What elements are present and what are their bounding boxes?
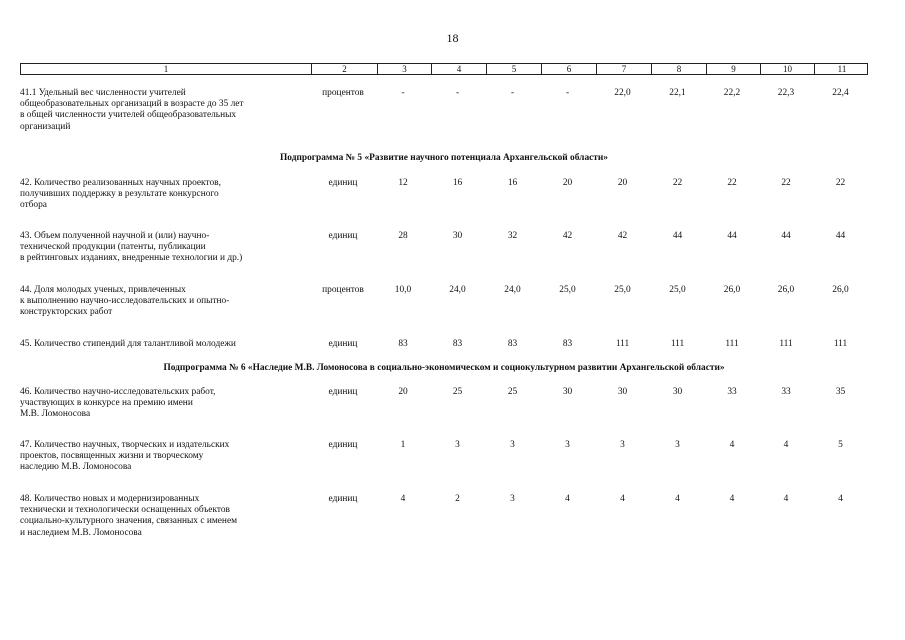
indicator-name: 47. Количество научных, творческих и издательских проектов, посвященных жизни и творческому наследию М.В. Ломоносова <box>20 440 230 473</box>
value-cell: 25 <box>452 387 463 397</box>
value-cell: 35 <box>835 387 846 397</box>
column-number-header <box>20 63 868 75</box>
value-cell: 26,0 <box>777 285 795 295</box>
column-header-2: 2 <box>311 64 377 74</box>
value-cell: 111 <box>725 339 739 349</box>
value-cell: 25,0 <box>559 285 576 295</box>
value-cell: 33 <box>781 387 791 397</box>
value-cell: 111 <box>779 339 793 349</box>
value-cell: 22,2 <box>723 88 741 98</box>
value-cell: - <box>510 88 515 98</box>
value-cell: 20 <box>617 178 628 188</box>
value-cell: 4 <box>729 440 735 450</box>
value-cell: 3 <box>565 440 570 450</box>
subprogram-title: Подпрограмма № 6 «Наследие М.В. Ломоносова в социально-экономическом и социокультурном развитии Архангельской области» <box>163 363 725 373</box>
value-cell: 3 <box>675 440 680 450</box>
value-cell: 42 <box>617 231 628 241</box>
column-header-4: 4 <box>431 64 486 74</box>
value-cell: 24,0 <box>449 285 466 295</box>
value-cell: 44 <box>835 231 846 241</box>
indicator-name: 44. Доля молодых ученых, привлеченных к выполнению научно-исследовательских и опытно- конструкторских работ <box>20 285 230 318</box>
value-cell: 42 <box>562 231 573 241</box>
value-cell: 12 <box>398 178 408 188</box>
column-header-9: 9 <box>706 64 760 74</box>
unit-cell: процентов <box>322 88 364 98</box>
value-cell: 22 <box>672 178 683 188</box>
value-cell: 4 <box>838 494 843 504</box>
column-header-8: 8 <box>651 64 706 74</box>
value-cell: 26,0 <box>723 285 741 295</box>
value-cell: 5 <box>838 440 843 450</box>
value-cell: 44 <box>727 231 737 241</box>
value-cell: 30 <box>617 387 628 397</box>
value-cell: 4 <box>783 440 789 450</box>
indicator-name: 45. Количество стипендий для талантливой молодежи <box>20 339 236 349</box>
value-cell: 25 <box>507 387 518 397</box>
unit-cell: единиц <box>328 178 358 188</box>
column-header-10: 10 <box>760 64 814 74</box>
value-cell: 22,1 <box>669 88 686 98</box>
column-header-5: 5 <box>486 64 541 74</box>
value-cell: 4 <box>565 494 570 504</box>
value-cell: 30 <box>672 387 683 397</box>
value-cell: - <box>455 88 460 98</box>
value-cell: 22,0 <box>614 88 631 98</box>
value-cell: 3 <box>510 494 515 504</box>
value-cell: 28 <box>398 231 408 241</box>
indicator-name: 48. Количество новых и модернизированных технически и технологически оснащенных объектов социально-культурного значения, связанных с именем и наследием М.В. Ломоносова <box>20 494 238 538</box>
column-header-6: 6 <box>541 64 596 74</box>
value-cell: - <box>565 88 570 98</box>
value-cell: 44 <box>672 231 683 241</box>
unit-cell: единиц <box>328 494 358 504</box>
page-number: 18 <box>446 31 459 45</box>
unit-cell: единиц <box>328 231 358 241</box>
value-cell: 3 <box>510 440 515 450</box>
column-header-11: 11 <box>814 64 869 74</box>
subprogram-title: Подпрограмма № 5 «Развитие научного потенциала Архангельской области» <box>280 153 608 163</box>
value-cell: 4 <box>675 494 680 504</box>
value-cell: - <box>401 88 405 98</box>
indicator-name: 42. Количество реализованных научных проектов, получивших поддержку в результате конкурсного отбора <box>20 178 221 211</box>
value-cell: 10,0 <box>394 285 412 295</box>
value-cell: 32 <box>507 231 518 241</box>
value-cell: 22,3 <box>777 88 795 98</box>
value-cell: 22 <box>781 178 791 188</box>
unit-cell: процентов <box>322 285 364 295</box>
value-cell: 83 <box>452 339 463 349</box>
column-header-3: 3 <box>377 64 431 74</box>
value-cell: 20 <box>398 387 408 397</box>
value-cell: 111 <box>833 339 848 349</box>
unit-cell: единиц <box>328 339 358 349</box>
value-cell: 33 <box>727 387 737 397</box>
value-cell: 20 <box>562 178 573 188</box>
value-cell: 16 <box>507 178 518 188</box>
unit-cell: единиц <box>328 387 358 397</box>
value-cell: 22,4 <box>832 88 849 98</box>
indicator-name: 46. Количество научно-исследовательских работ, участвующих в конкурсе на премию имени М.В. Ломоносова <box>20 387 216 420</box>
value-cell: 83 <box>507 339 518 349</box>
value-cell: 83 <box>562 339 573 349</box>
value-cell: 2 <box>455 494 460 504</box>
value-cell: 111 <box>670 339 685 349</box>
value-cell: 26,0 <box>832 285 849 295</box>
value-cell: 3 <box>620 440 625 450</box>
value-cell: 4 <box>400 494 406 504</box>
value-cell: 22 <box>835 178 846 188</box>
value-cell: 22 <box>727 178 737 188</box>
value-cell: 1 <box>400 440 406 450</box>
value-cell: 3 <box>455 440 460 450</box>
indicator-name: 43. Объем полученной научной и (или) научно- технической продукции (патенты, публикации в рейтинговых изданиях, внедренные технологии и др.) <box>20 231 243 264</box>
value-cell: 30 <box>452 231 463 241</box>
value-cell: 25,0 <box>669 285 686 295</box>
indicator-name: 41.1 Удельный вес численности учителей общеобразовательных организаций в возрасте до 35 лет в общей численности учителей общеобразовательных организаций <box>20 88 244 132</box>
value-cell: 4 <box>620 494 625 504</box>
value-cell: 83 <box>398 339 408 349</box>
unit-cell: единиц <box>328 440 358 450</box>
value-cell: 25,0 <box>614 285 631 295</box>
value-cell: 4 <box>729 494 735 504</box>
value-cell: 111 <box>615 339 630 349</box>
value-cell: 16 <box>452 178 463 188</box>
value-cell: 4 <box>783 494 789 504</box>
column-header-1: 1 <box>163 64 169 74</box>
column-header-7: 7 <box>596 64 651 74</box>
value-cell: 24,0 <box>504 285 521 295</box>
value-cell: 44 <box>781 231 791 241</box>
value-cell: 30 <box>562 387 573 397</box>
